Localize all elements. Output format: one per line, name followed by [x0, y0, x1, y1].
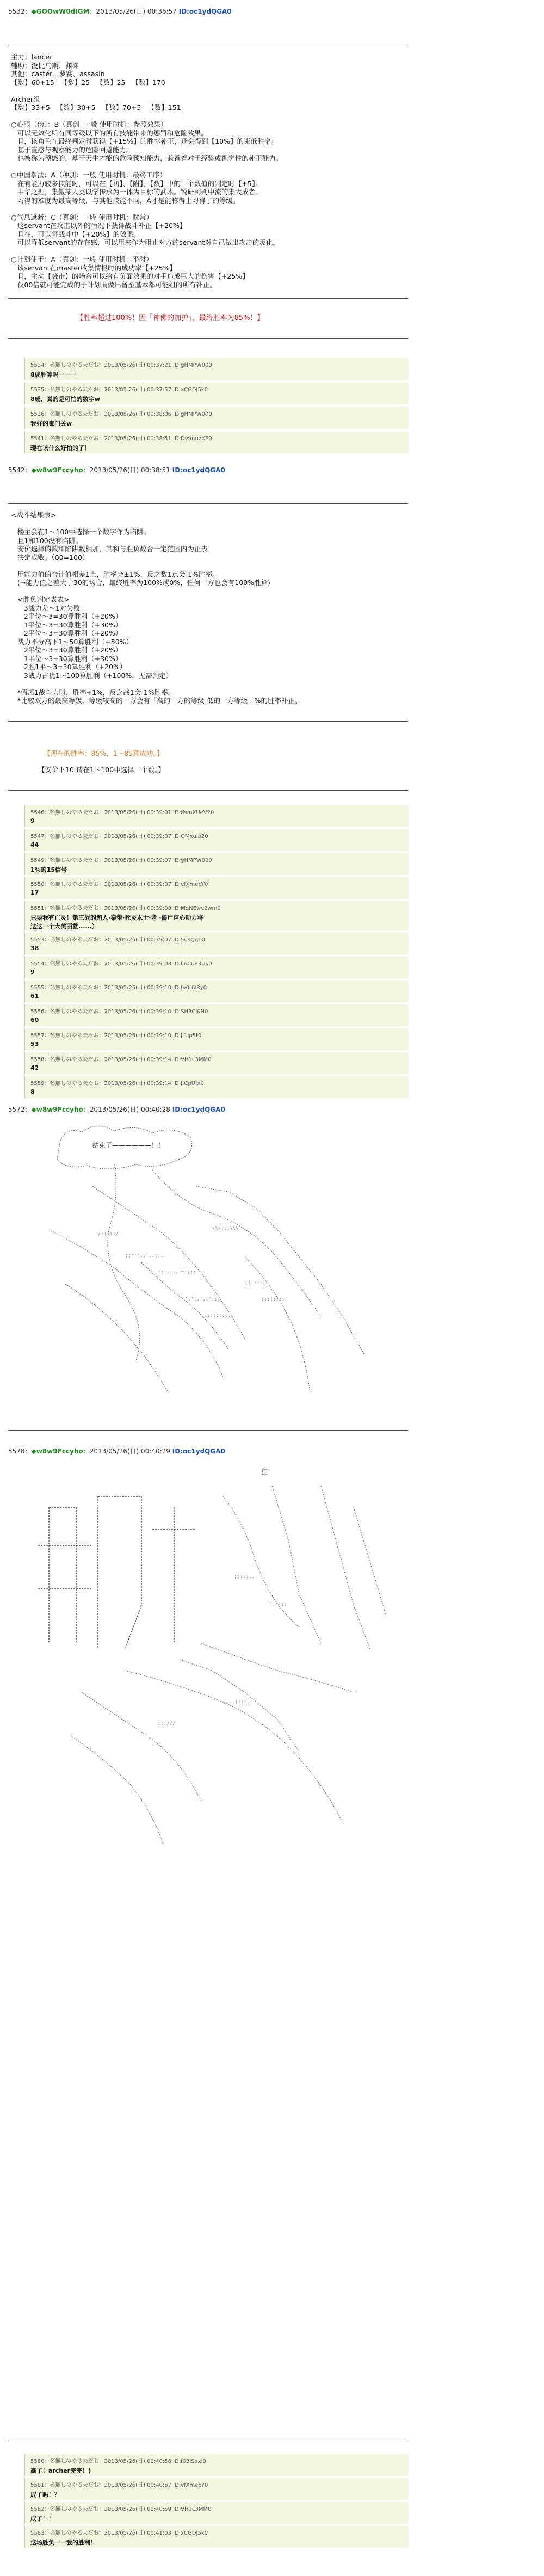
divider — [8, 338, 408, 339]
post-line: ○气息遮断：C（真剑：一般 使用时机：时常） — [11, 213, 153, 221]
reply-box — [24, 383, 409, 404]
post-line: 安价选择的数和陷阱数相加，其和与胜负数合一定范围内为正表 — [11, 545, 208, 553]
reply-header[interactable]: 5534：名無しのやる夫だお：2013/05/26(日) 00:37:21 ID:gHMPW000 — [30, 362, 212, 368]
svg-text:/:::::/: /:::::/ — [98, 1231, 119, 1237]
reply-body: 61 — [30, 993, 39, 1000]
post-id[interactable]: ID:oc1ydQGA0 — [178, 8, 232, 15]
reply-box — [24, 1004, 409, 1026]
post-number[interactable]: 5532： — [8, 8, 32, 15]
reply-header[interactable]: 5547：名無しのやる夫だお：2013/05/26(日) 00:39:07 ID:OMxuio20 — [30, 834, 208, 840]
divider — [8, 790, 408, 791]
reply-header[interactable]: 5546：名無しのやる夫だお：2013/05/26(日) 00:39:01 ID:dsmXUeV20 — [30, 810, 214, 816]
ascii-art — [16, 1121, 408, 1426]
post-line: Archer组 — [11, 95, 40, 103]
reply-body: 赢了！archer完完！) — [30, 2467, 91, 2474]
svg-text:;;'''..'..;;..: ;;'''..'..;;.. — [125, 1253, 166, 1259]
divider — [8, 721, 408, 722]
post-line: <战斗结果表> — [11, 511, 57, 519]
reply-body: 8 — [30, 1088, 35, 1095]
reply-body: 44 — [30, 841, 39, 848]
svg-text:,,..;;::..: ,,..;;::.. — [223, 1699, 253, 1705]
post-line: ○计划使于：A（真剑：一般 使用时机：平时） — [11, 255, 153, 263]
post-line: 中华之理，集傲某人类以学传承为一体为目标的武术。锐研到判中流的集大成者。 — [11, 188, 262, 196]
reply-header[interactable]: 5555：名無しのやる夫だお：2013/05/26(日) 00:39:10 ID:fv0r6iRy0 — [30, 985, 207, 991]
post-header — [8, 1105, 225, 1114]
svg-text:;;:::..: ;;:::.. — [234, 1574, 255, 1580]
divider — [8, 298, 408, 299]
reply-body: 42 — [30, 1064, 39, 1071]
reply-body: 17 — [30, 889, 39, 896]
reply-body: 1%的15信号 — [30, 866, 67, 873]
notice-text: 【现在的胜率：85%，1～85算成功。】 — [44, 749, 164, 757]
post-line: 楼主会在1～100中选择一个数字作为陷阱。 — [11, 528, 151, 536]
divider — [8, 1430, 408, 1431]
result-notice — [76, 315, 264, 322]
post-line: 2胜1平～3=30算胜利（+20%） — [11, 663, 127, 671]
post-line: 2平位～3=30算胜利（+20%） — [11, 646, 122, 654]
ascii-art — [16, 1464, 408, 1856]
ascii-art-figure — [16, 1121, 408, 1426]
notice-line-1 — [44, 750, 163, 757]
reply-box — [24, 2478, 409, 2500]
reply-body: 9 — [30, 969, 35, 976]
reply-header[interactable]: 5580：名無しのやる夫だお：2013/05/26(日) 00:40:58 ID:f03iSaxl0 — [30, 2458, 206, 2464]
reply-header[interactable]: 5554：名無しのやる夫だお：2013/05/26(日) 00:39:08 ID:IlnCuE3Uk0 — [30, 961, 212, 967]
post-line: *比较双方的最高等级，等级较高的一方会有「高的一方的等级-低的一方等级」%的胜率补正。 — [11, 697, 302, 705]
reply-box — [24, 933, 409, 954]
post-date: 2013/05/26(日) 00:38:51 — [89, 466, 170, 474]
poster-name: ◆w8w9Fccyho： — [31, 1447, 90, 1455]
post-line: 2平位～3=30算胜利（+20%） — [11, 612, 122, 620]
svg-text:\\\:::\\\: \\\:::\\\ — [212, 1226, 239, 1231]
post-line: *假离1战斗力时，胜率+1%，反之战1会-1%胜率。 — [11, 688, 175, 697]
reply-body: 我好的鬼门关w — [30, 420, 72, 427]
post-id[interactable]: ID:oc1ydQGA0 — [172, 1447, 225, 1455]
notice-text: 【胜率超过100%！因「神佛的加护」，最终胜率为85%！】 — [76, 314, 264, 322]
speech-text: 结束了——————！！ — [92, 1142, 165, 1149]
divider — [8, 503, 408, 504]
reply-box — [24, 358, 409, 380]
poster-name: ◆w8w9Fccyho： — [31, 466, 90, 474]
reply-header[interactable]: 5557：名無しのやる夫だお：2013/05/26(日) 00:39:10 ID:JJ1Jp5t0 — [30, 1033, 202, 1039]
ascii-art-figure — [16, 1464, 408, 1856]
post-number[interactable]: 5572： — [8, 1106, 32, 1113]
post-line: 2平位～3=30算胜利（+20%） — [11, 629, 122, 637]
reply-header[interactable]: 5536：名無しのやる夫だお：2013/05/26(日) 00:38:06 ID:gHMPW000 — [30, 411, 212, 417]
post-line: 该servant在master收集情报时的成功率【+25%】 — [11, 263, 176, 272]
post-line: 在有能力较多技能时，可以在【初】、【附】、【数】中的一个数值的判定时【+5】。 — [11, 179, 262, 188]
reply-box — [24, 432, 409, 453]
post-line: 且，该角色在最终判定时获得【+15%】的胜率补正，还会得到【10%】的嵬低胜率。 — [11, 137, 278, 145]
reply-body: 8成，真的是可怕的数字w — [30, 396, 100, 403]
post-line: 辅助：没比乌斯、渊渊 — [11, 61, 79, 70]
post-line: 可以无效化所有同等级以下的所有技能带来的惩罚和危险效果。 — [11, 128, 208, 137]
post-line: 其他：caster、萝赛、assasin — [11, 70, 105, 78]
reply-header[interactable]: 5553：名無しのやる夫だお：2013/05/26(日) 00:39:07 ID:5qsQqp0 — [30, 937, 206, 943]
post-line: 3战力差～1对失败 — [11, 603, 81, 612]
post-line: 用能力值的合计值相差1点，胜率会±1%，反之数1点会-1%胜率。 — [11, 570, 219, 578]
svg-text::::///: :::/// — [158, 1721, 176, 1727]
post-line: ○中国拳法：A（种别：一般 使用时机：最终工序） — [11, 171, 166, 179]
reply-body: 60 — [30, 1016, 39, 1024]
post-line: 1平位～3=30算胜利（+30%） — [11, 654, 122, 663]
reply-box — [24, 407, 409, 429]
reply-body: 8成胜算吗一一一 — [30, 371, 77, 378]
poster-name: ◆w8w9Fccyho： — [31, 1106, 90, 1113]
reply-box — [24, 829, 409, 851]
reply-header[interactable]: 5535：名無しのやる夫だお：2013/05/26(日) 00:37:57 ID:xCGDJ5k0 — [30, 387, 208, 393]
post-line: 战力不分高下1～50算胜利（+50%） — [11, 637, 133, 646]
notice-text: 【安价下10 请在1～100中选择一个数。】 — [38, 766, 165, 774]
reply-box — [24, 1028, 409, 1050]
poster-name: ◆GOOwW0dIGM： — [31, 8, 96, 15]
post-line: 且1和100没有陷阱。 — [11, 536, 83, 545]
reply-body: 只要我有亡灵！第三战的超人·秦帮·死灵术士·老 ·僵尸声心动力将 这这一个大美丽就......） — [30, 914, 203, 930]
post-line: 且，主动【袭击】的场合可以给有负面效果的对手造成巨大的伤害【+25%】 — [11, 272, 249, 280]
reply-header[interactable]: 5558：名無しのやる夫だお：2013/05/26(日) 00:39:14 ID:VH1L3MM0 — [30, 1057, 212, 1063]
reply-header[interactable]: 5583：名無しのやる夫だお：2013/05/26(日) 00:41:03 ID:xCGDJ5k0 — [30, 2530, 208, 2536]
post-line: (→能力值之差大于30的场合，最终胜率为100%或0%，任何一方也会有100%胜算) — [11, 578, 270, 587]
reply-header[interactable]: 5551：名無しのやる夫だお：2013/05/26(日) 00:39:08 ID:MqNEwv2wm0 — [30, 905, 221, 911]
svg-text:;;;|:::;: ;;;|:::; — [261, 1297, 285, 1302]
post-header — [8, 465, 225, 474]
reply-box — [24, 805, 409, 827]
reply-header[interactable]: 5549：名無しのやる夫だお：2013/05/26(日) 00:39:07 ID:gHMPW000 — [30, 858, 212, 864]
reply-box — [24, 877, 409, 899]
svg-text:|||:::||: |||:::|| — [245, 1280, 269, 1286]
reply-body: 53 — [30, 1040, 39, 1047]
post-line: 且在，可以将战斗中【+20%】的效果。 — [11, 230, 140, 238]
reply-header[interactable]: 5541：名無しのやる夫だお：2013/05/26(日) 00:38:51 ID:Dv9nuzXE0 — [30, 436, 212, 442]
post-id[interactable]: ID:oc1ydQGA0 — [172, 1106, 225, 1113]
speech-text: 江 — [261, 1468, 268, 1476]
reply-header[interactable]: 5559：名無しのやる夫だお：2013/05/26(日) 00:39:14 ID:lfCpUfx0 — [30, 1081, 204, 1087]
svg-text::::..,,::;;::: :::..,,::;;:: — [158, 1269, 196, 1275]
svg-text:..::;;:::..: ..::;;:::.. — [201, 1313, 234, 1318]
post-line: ○心眼（伪）：B（真剑 一般 使用时机：参照效果） — [11, 120, 168, 128]
reply-body: 9 — [30, 817, 35, 824]
reply-box — [24, 957, 409, 978]
post-line: 主力：lancer — [11, 53, 53, 61]
post-number[interactable]: 5542： — [8, 466, 32, 474]
reply-body: 这场胜负一一我的胜利！ — [30, 2539, 96, 2546]
post-line: 这servant在攻击以外的情况下获得战斗补正【+20%】 — [11, 221, 187, 230]
reply-box — [24, 901, 409, 930]
reply-box — [24, 2454, 409, 2476]
post-line: 习得的难度为最高等级，与其他技能不同，A才是能称得上习得了的等级。 — [11, 196, 240, 205]
svg-text:',',,',,',;;: ',',,',,',;; — [185, 1297, 221, 1302]
post-line: 1平位～3=30算胜利（+30%） — [11, 620, 122, 629]
post-line: 【数】60+15 【数】25 【数】25 【数】170 — [11, 78, 165, 87]
reply-header[interactable]: 5582：名無しのやる夫だお：2013/05/26(日) 00:40:59 ID:VH1L3MM0 — [30, 2506, 212, 2512]
reply-box — [24, 853, 409, 875]
reply-body: 成了！！ — [30, 2515, 54, 2522]
reply-header[interactable]: 5550：名無しのやる夫だお：2013/05/26(日) 00:39:07 ID:vfXmecY0 — [30, 882, 208, 888]
reply-box — [24, 1052, 409, 1074]
reply-body: 38 — [30, 945, 39, 952]
svg-text:'''::;;: '''::;; — [267, 1601, 287, 1607]
reply-header[interactable]: 5581：名無しのやる夫だお：2013/05/26(日) 00:40:57 ID:vfXmecY0 — [30, 2482, 208, 2488]
post-date: 2013/05/26(日) 00:36:57 — [96, 8, 177, 15]
post-header — [8, 7, 232, 16]
reply-body: 成了吗！？ — [30, 2491, 60, 2498]
reply-header[interactable]: 5556：名無しのやる夫だお：2013/05/26(日) 00:39:10 ID:SH3Cl0N0 — [30, 1009, 208, 1015]
reply-box — [24, 2502, 409, 2524]
post-id[interactable]: ID:oc1ydQGA0 — [172, 466, 225, 474]
reply-body: 现在该什么好怕的了！ — [30, 445, 90, 452]
notice-line-2 — [38, 766, 165, 774]
reply-box — [24, 2526, 409, 2548]
reply-box — [24, 1076, 409, 1098]
post-line: 决定成败。（00=100） — [11, 553, 89, 562]
post-line: <胜负判定表表> — [11, 595, 70, 603]
post-line: 也被称为预感的，基于天生才能的危险预知能力，兼备着对于经验或视觉性的补正能力。 — [11, 154, 283, 162]
post-number[interactable]: 5578： — [8, 1447, 32, 1455]
post-line: 可以降低servant的存在感，可以用来作为阻止对方的servant对自己做出攻击的灵化。 — [11, 238, 280, 246]
post-line: 仅00倍就可能完成的于计划而做出备至基本都可能组的所有补正。 — [11, 280, 217, 289]
post-line: 【数】33+5 【数】30+5 【数】70+5 【数】151 — [11, 103, 181, 112]
post-line: 3战力占优1～100算胜利（+100%，无需判定） — [11, 671, 173, 680]
post-date: 2013/05/26(日) 00:40:28 — [89, 1106, 170, 1113]
reply-box — [24, 981, 409, 1002]
post-header — [8, 1446, 225, 1456]
post-line: 基于直感与观察能力的危险回避能力。 — [11, 145, 133, 154]
post-date: 2013/05/26(日) 00:40:29 — [89, 1447, 170, 1455]
